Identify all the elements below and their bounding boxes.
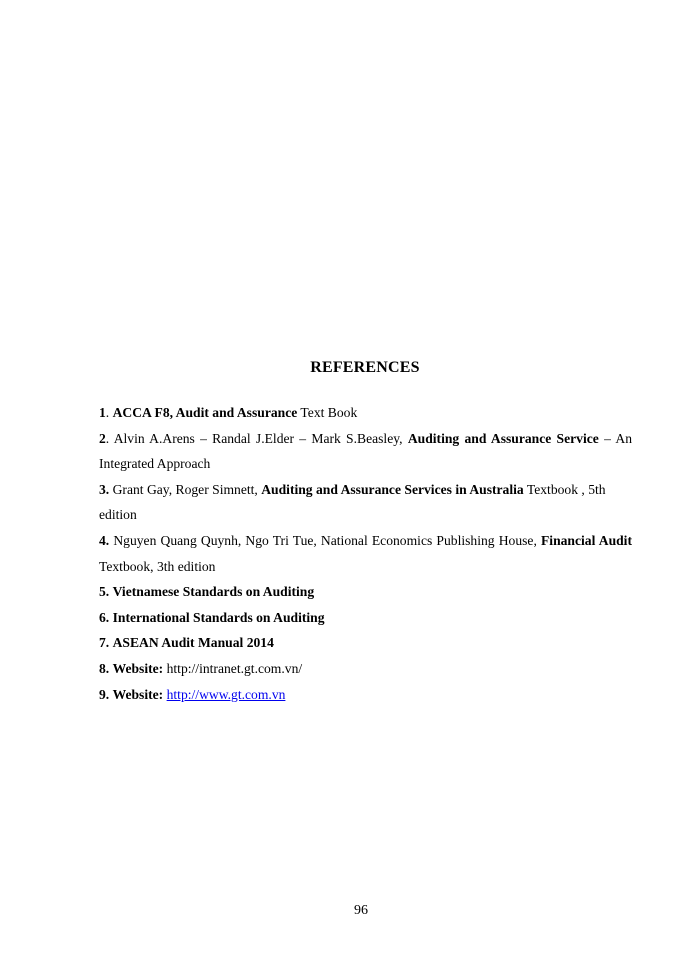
reference-title: ACCA F8, Audit and Assurance: [112, 405, 298, 420]
reference-title: ASEAN Audit Manual 2014: [112, 635, 274, 651]
reference-item-6: [99, 605, 632, 631]
reference-number: 6.: [99, 609, 110, 625]
reference-item-1: [99, 400, 632, 426]
reference-url: http://intranet.gt.com.vn/: [163, 660, 303, 676]
reference-detail: Textbook , 5th edition: [99, 481, 606, 523]
website-link[interactable]: http://www.gt.com.vn: [166, 686, 286, 702]
page-number: 96: [354, 903, 368, 918]
references-heading: REFERENCES: [310, 359, 420, 376]
reference-label: Website:: [112, 686, 164, 702]
reference-title: Auditing and Assurance Service: [407, 430, 599, 446]
reference-number: 1: [99, 405, 106, 420]
reference-item-7: [99, 630, 632, 656]
reference-number: 2: [99, 430, 106, 446]
reference-title: International Standards on Auditing: [112, 609, 325, 625]
reference-number: 7.: [99, 635, 110, 651]
reference-separator: .: [105, 430, 114, 446]
reference-item-8: [99, 656, 632, 682]
reference-number: 5.: [99, 584, 110, 600]
reference-authors: Nguyen Quang Quynh, Ngo Tri Tue, National Economics Publishing House,: [113, 532, 541, 548]
reference-number: 4.: [99, 532, 110, 548]
reference-number: 8.: [99, 660, 110, 676]
reference-item-4: [99, 528, 632, 579]
reference-authors: Alvin A.Arens – Randal J.Elder – Mark S.Beasley,: [113, 430, 408, 446]
reference-detail: Textbook, 3th edition: [99, 558, 216, 574]
reference-item-3: [99, 477, 632, 528]
reference-detail: – An Integrated Approach: [99, 430, 632, 472]
reference-item-2: [99, 426, 632, 477]
reference-title: Vietnamese Standards on Auditing: [112, 584, 315, 600]
reference-item-9: [99, 682, 632, 708]
reference-item-5: [99, 579, 632, 605]
reference-authors: Grant Gay, Roger Simnett,: [112, 481, 262, 497]
reference-separator: .: [105, 405, 113, 420]
reference-label: Website:: [112, 660, 164, 676]
reference-number: 3.: [99, 481, 110, 497]
reference-number: 9.: [99, 686, 110, 702]
reference-title: Auditing and Assurance Services in Australia: [261, 481, 524, 497]
reference-title: Financial Audit: [540, 532, 632, 548]
references-list: [99, 400, 632, 707]
reference-detail: Text Book: [297, 405, 358, 420]
